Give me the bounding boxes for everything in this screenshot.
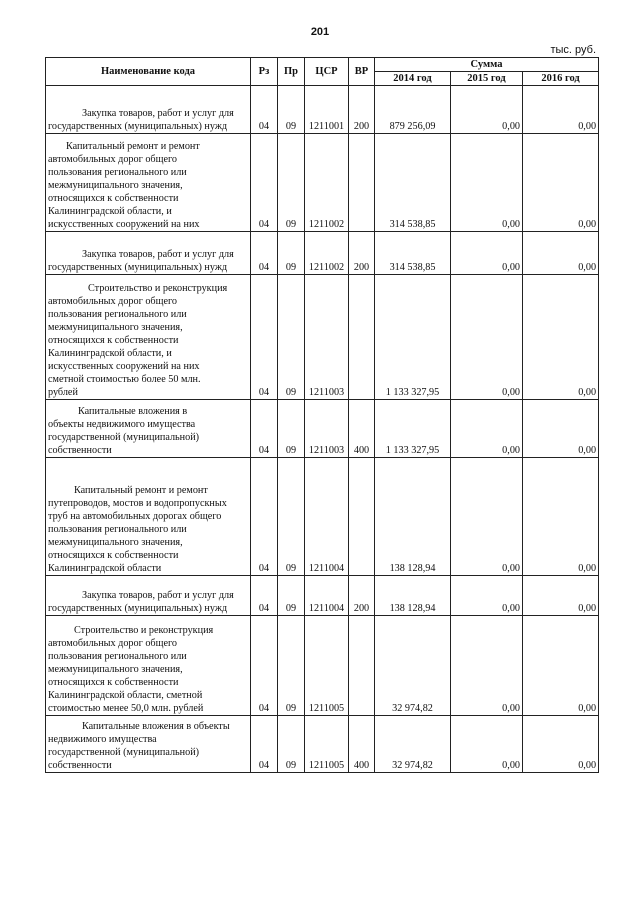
table-row [46,134,599,232]
row-2015: 0,00 [451,86,523,134]
row-rz: 04 [251,134,278,232]
row-name-line: Закупка товаров, работ и услуг для [82,249,234,260]
row-name-line: Капитальный ремонт и ремонт [74,485,208,496]
row-2016: 0,00 [523,400,599,458]
table-row [46,458,599,576]
header-sum: Сумма [375,58,599,72]
row-name-line: путепроводов, мостов и водопропускных [48,498,227,509]
row-name-line: межмуниципального значения, [48,537,183,548]
row-name-line: относящихся к собственности [48,335,179,346]
row-vr [349,616,375,716]
row-2016: 0,00 [523,576,599,616]
header-vr: ВР [349,58,375,86]
table-row [46,86,599,134]
row-name-line: искусственных сооружений на них [48,361,200,372]
row-csr: 1211002 [305,232,349,275]
row-2014: 879 256,09 [375,86,451,134]
table-row [46,716,599,773]
row-name-line: Строительство и реконструкция [74,625,214,636]
row-name-line: межмуниципального значения, [48,180,183,191]
row-name [46,716,251,773]
row-2014: 1 133 327,95 [375,400,451,458]
row-csr: 1211003 [305,275,349,400]
row-2014: 138 128,94 [375,458,451,576]
row-2015: 0,00 [451,716,523,773]
row-2016: 0,00 [523,458,599,576]
table-row [46,275,599,400]
row-name-line: объекты недвижимого имущества [48,419,196,430]
row-rz: 04 [251,716,278,773]
row-rz: 04 [251,458,278,576]
table-body [46,86,599,773]
row-name-line: автомобильных дорог общего [48,638,177,649]
row-name-line: относящихся к собственности [48,677,179,688]
row-csr: 1211003 [305,400,349,458]
row-2014: 314 538,85 [375,232,451,275]
row-name-line: Калининградской области, и [48,206,172,217]
row-name-line: Закупка товаров, работ и услуг для [82,108,234,119]
row-2014: 32 974,82 [375,616,451,716]
row-vr [349,458,375,576]
row-name-line: Капитальный ремонт и ремонт [66,141,200,152]
row-csr: 1211002 [305,134,349,232]
header-name: Наименование кода [46,58,251,86]
header-2016: 2016 год [523,72,599,86]
row-vr: 200 [349,576,375,616]
row-name-line: межмуниципального значения, [48,664,183,675]
row-vr: 200 [349,232,375,275]
row-name-line: собственности [48,760,112,771]
row-pr: 09 [278,232,305,275]
row-name-line: пользования регионального или [48,651,187,662]
row-2015: 0,00 [451,232,523,275]
row-pr: 09 [278,458,305,576]
row-name-line: Калининградской области [48,563,162,574]
row-name-line: Калининградской области, сметной [48,690,203,701]
row-name-line: пользования регионального или [48,167,187,178]
row-name-line: Капитальные вложения в объекты [82,721,230,732]
row-2014: 138 128,94 [375,576,451,616]
row-name-line: государственных (муниципальных) нужд [48,262,228,273]
row-rz: 04 [251,400,278,458]
row-name [46,134,251,232]
units-label: тыс. руб. [550,44,596,56]
row-pr: 09 [278,86,305,134]
row-rz: 04 [251,275,278,400]
row-2016: 0,00 [523,134,599,232]
row-vr: 200 [349,86,375,134]
row-name-line: государственных (муниципальных) нужд [48,603,228,614]
row-name-line: рублей [48,387,78,398]
header-2015: 2015 год [451,72,523,86]
row-pr: 09 [278,275,305,400]
row-name-line: Калининградской области, и [48,348,172,359]
table-row [46,616,599,716]
row-2016: 0,00 [523,616,599,716]
row-2016: 0,00 [523,716,599,773]
row-pr: 09 [278,576,305,616]
row-name-line: труб на автомобильных дорогах общего [48,511,222,522]
row-name-line: искусственных сооружений на них [48,219,200,230]
row-name-line: государственной (муниципальной) [48,747,200,758]
row-2016: 0,00 [523,86,599,134]
row-vr [349,275,375,400]
row-name-line: государственных (муниципальных) нужд [48,121,228,132]
row-2015: 0,00 [451,134,523,232]
row-name [46,400,251,458]
row-pr: 09 [278,616,305,716]
row-name [46,86,251,134]
row-name-line: Строительство и реконструкция [88,283,228,294]
row-name [46,232,251,275]
row-rz: 04 [251,86,278,134]
row-name-line: сметной стоимостью более 50 млн. [48,374,201,385]
row-2014: 314 538,85 [375,134,451,232]
row-pr: 09 [278,716,305,773]
table-row [46,232,599,275]
row-vr: 400 [349,716,375,773]
row-name-line: автомобильных дорог общего [48,296,177,307]
row-name-line: стоимостью менее 50,0 млн. рублей [48,703,204,714]
budget-table [45,57,599,773]
row-pr: 09 [278,134,305,232]
row-name-line: собственности [48,445,112,456]
row-name-line: недвижимого имущества [48,734,157,745]
row-rz: 04 [251,616,278,716]
row-pr: 09 [278,400,305,458]
row-csr: 1211005 [305,716,349,773]
row-2016: 0,00 [523,232,599,275]
row-rz: 04 [251,232,278,275]
header-2014: 2014 год [375,72,451,86]
row-csr: 1211001 [305,86,349,134]
row-name-line: автомобильных дорог общего [48,154,177,165]
row-name-line: пользования регионального или [48,309,187,320]
page-number: 201 [310,26,330,38]
row-2014: 32 974,82 [375,716,451,773]
row-csr: 1211004 [305,576,349,616]
row-2016: 0,00 [523,275,599,400]
row-2015: 0,00 [451,576,523,616]
row-vr [349,134,375,232]
row-csr: 1211005 [305,616,349,716]
row-name [46,576,251,616]
row-name-line: Капитальные вложения в [78,406,188,417]
header-rz: Рз [251,58,278,86]
row-rz: 04 [251,576,278,616]
row-2015: 0,00 [451,616,523,716]
row-2015: 0,00 [451,458,523,576]
row-name-line: пользования регионального или [48,524,187,535]
row-2015: 0,00 [451,275,523,400]
table-row [46,400,599,458]
header-csr: ЦСР [305,58,349,86]
row-name [46,275,251,400]
header-pr: Пр [278,58,305,86]
row-name [46,458,251,576]
row-name-line: межмуниципального значения, [48,322,183,333]
row-csr: 1211004 [305,458,349,576]
row-name-line: относящихся к собственности [48,550,179,561]
row-name-line: государственной (муниципальной) [48,432,200,443]
row-2015: 0,00 [451,400,523,458]
row-name-line: Закупка товаров, работ и услуг для [82,590,234,601]
row-name [46,616,251,716]
table-row [46,576,599,616]
row-name-line: относящихся к собственности [48,193,179,204]
row-vr: 400 [349,400,375,458]
row-2014: 1 133 327,95 [375,275,451,400]
